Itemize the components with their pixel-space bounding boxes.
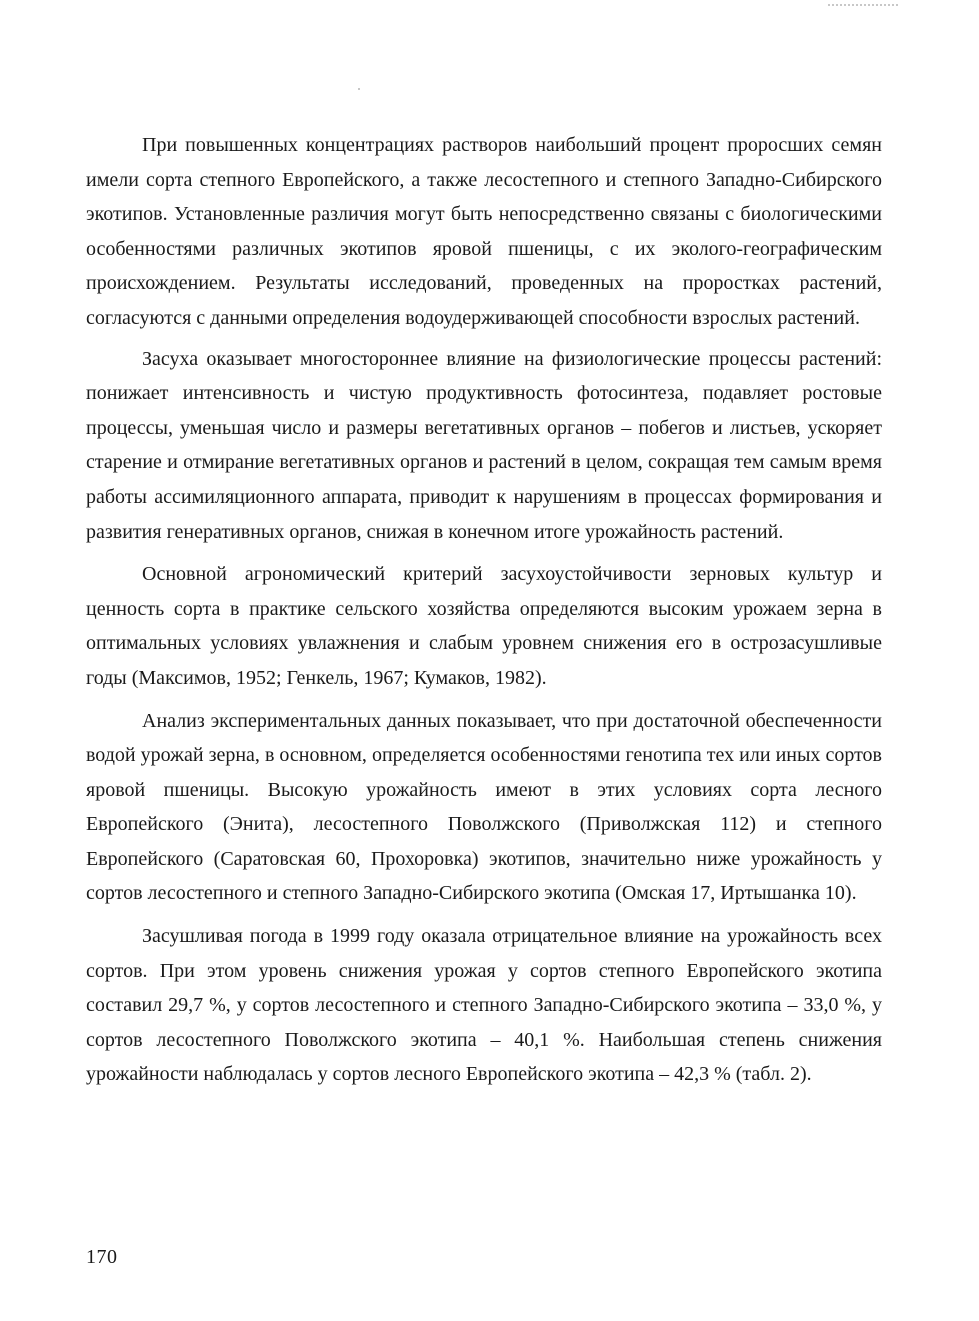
paragraph-5: Засушливая погода в 1999 году оказала отрицательное влияние на урожайность всех сортов. При этом уровень снижения урожая у сортов степного Европейского экотипа составил 29,7 %, у сортов лесостепного и степного Западно-Сибирского экотипа – 33,0 %, у сортов лесостепного Поволжского экотипа – 40,1 %. Наибольшая степень снижения урожайности наблюдалась у сортов лесного Европейского экотипа – 42,3 % (табл. 2). [86, 925, 882, 1086]
paragraph-2: Засуха оказывает многостороннее влияние на физиологические процессы растений: понижает интенсивность и чистую продуктивность фотосинтеза, подавляет ростовые процессы, уменьшая число и размеры вегетативных органов – побегов и листьев, ускоряет старение и отмирание вегетативных органов и растений в целом, сокращая тем самым время работы ассимиляционного аппарата, приводит к нарушениям в процессах формирования и развития генеративных органов, снижая в конечном итоге урожайность растений. [86, 347, 882, 543]
page-number: 170 [86, 1246, 118, 1268]
paragraph-3: Основной агрономический критерий засухоустойчивости зерновых культур и ценность сорта в практике сельского хозяйства определяются высоким урожаем зерна в оптимальных условиях увлажнения и слабым уровнем снижения его в острозасушливые годы (Максимов, 1952; Генкель, 1967; Кумаков, 1982). [86, 563, 882, 689]
paragraph-1: При повышенных концентрациях растворов наибольший процент проросших семян имели сорта степного Европейского, а также лесостепного и степного Западно-Сибирского экотипов. Установленные различия могут быть непосредственно связаны с биологическими особенностями различных экотипов яровой пшеницы, с их эколого-географическим происхождением. Результаты исследований, проведенных на проростках растений, согласуются с данными определения водоудерживающей способности взрослых растений. [86, 134, 882, 329]
paragraph-4: Анализ экспериментальных данных показывает, что при достаточной обеспеченности водой урожай зерна, в основном, определяется особенностями генотипа тех или иных сортов яровой пшеницы. Высокую урожайность имеют в этих условиях сорта лесного Европейского (Энита), лесостепного Поволжского (Приволжская 112) и степного Европейского (Саратовская 60, Прохоровка) экотипов, значительно ниже урожайность у сортов лесостепного и степного Западно-Сибирского экотипа (Омская 17, Иртышанка 10). [86, 709, 882, 905]
scan-speck [358, 88, 360, 90]
body-text [86, 128, 882, 1098]
scan-artifact [828, 4, 898, 8]
